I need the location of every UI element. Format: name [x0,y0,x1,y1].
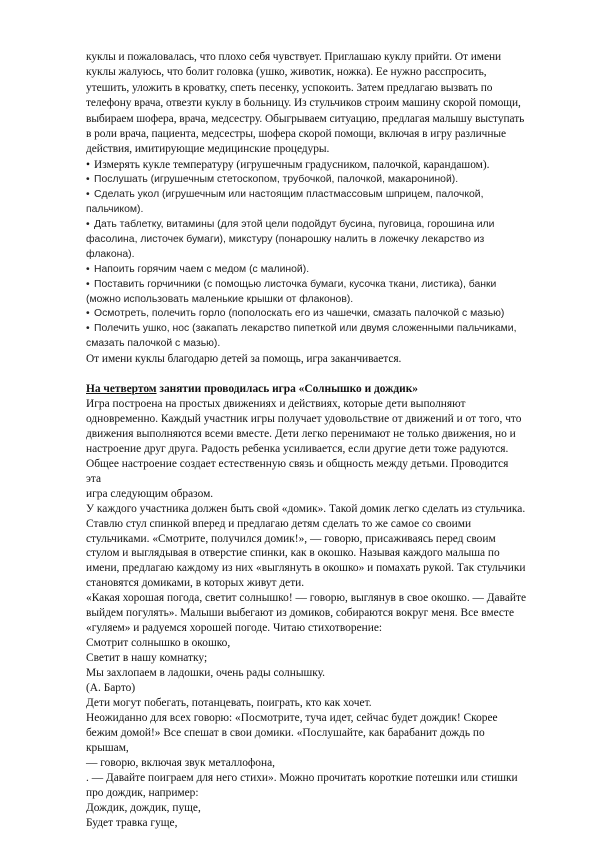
text-line: У каждого участника должен быть свой «домик». Такой домик легко сделать из стульчика. [86,502,526,515]
poem-line: Мы захлопаем в ладошки, очень рады солнышку. [86,667,326,680]
list-item [86,278,526,308]
bullet-marker: • [86,323,90,335]
text-line: про дождик, например: [86,786,199,799]
bullet-marker: • [86,174,90,186]
section-heading-lead: На четвертом [86,382,157,395]
text-line: Неожиданно для всех говорю: «Посмотрите, туча идет, сейчас будет дождик! Скорее [86,711,498,724]
poem-author: (А. Барто) [86,682,136,695]
list-item-text: Измерять кукле температуру (игрушечным градусником, палочкой, карандашом). [94,158,490,171]
text-line: «гуляем» и радуемся хорошей погоде. Читаю стихотворение: [86,622,383,635]
list-item-text: Поставить горчичники (с помощью листочка бумаги, кусочка ткани, листика), банки (можно использовать маленькие крышки от флаконов). [86,278,497,305]
intro-paragraph: куклы и пожаловалась, что плохо себя чувствует. Приглашаю куклу прийти. От имени куклы жалуюсь, что болит головка (ушко, животик, ножка). Ее нужно расспросить, утешить, уложить в кроватку, спеть песенку, успокоить. Затем предлагаю вызвать по телефону врача, отвезти куклу в больницу. Из стульчиков строим машину скорой помощи, выбираем шофера, врача, медсестру. Обыгрываем ситуацию, предлагая малышу выступать в роли врача, пациента, медсестры, шофера скорой помощи, включая в игру различные действия, имитирующие медицинские процедуры. [86,51,525,156]
section-heading [86,382,526,397]
list-item-text: Напоить горячим чаем с медом (с малиной). [94,263,310,275]
text-line: Ставлю стул спинкой вперед и предлагаю детям сделать то же самое со своими [86,517,472,530]
list-item [86,307,526,322]
bullet-marker: • [86,263,90,275]
text-line: стулом и выглядывая в отверстие спинки, как в окошко. Называя каждого малыша по [86,547,500,560]
list-item-text: Осмотреть, полечить горло (пополоскать его из чашечки, смазать палочкой с мазью) [94,308,505,320]
procedure-list [86,158,526,352]
section-spacer [86,368,526,382]
bullet-marker: • [86,218,90,230]
list-item-text: Послушать (игрушечным стетоскопом, трубочкой, палочкой, макарониной). [94,174,459,186]
bullet-marker: • [86,308,90,320]
text-line: игра следующим образом. [86,487,214,500]
text-line: стульчиками. «Смотрите, получился домик!», — говорю, присаживаясь перед своим [86,532,496,545]
closing-paragraph: От имени куклы благодарю детей за помощь, игра заканчивается. [86,353,402,366]
list-item [86,322,526,352]
text-line: имени, предлагаю каждому из них «выглянуть в окошко» и помахать рукой. Так стульчики [86,562,526,575]
text-line: . — Давайте поиграем для него стихи». Можно прочитать короткие потешки или стишки [86,771,518,784]
list-item-text: Дать таблетку, витамины (для этой цели подойдут бусина, пуговица, горошина или фасолина, листочек бумаги), микстуру (понарошку налить в ложечку лекарство из флакона). [86,218,495,260]
text-line: Общее настроение создает естественную связь и общность между детьми. Проводится эта [86,457,509,485]
text-line: одновременно. Каждый участник игры получает удовольствие от движений и от того, что [86,412,522,425]
list-item-text: Сделать укол (игрушечным или настоящим пластмассовым шприцем, палочкой, пальчиком). [86,189,484,216]
bullet-marker: • [86,158,90,171]
poem-line: Дождик, дождик, пуще, [86,801,201,814]
text-line: движения выполняются всеми вместе. Дети легко перенимают не только движения, но и [86,427,516,440]
text-line: Дети могут побегать, потанцевать, поиграть, кто как хочет. [86,697,372,709]
section-heading-rest: занятии проводилась игра «Солнышко и дождик» [156,382,418,395]
poem-line: Будет травка гуще, [86,816,178,829]
list-item [86,158,526,173]
list-item [86,173,526,188]
text-line: «Какая хорошая погода, светит солнышко! — говорю, выглянув в свое окошко. — Давайте [86,592,527,605]
list-item [86,263,526,278]
text-line: бежим домой!» Все спешат в свои домики. «Послушайте, как барабанит дождь по крышам, [86,726,485,754]
list-item [86,218,526,263]
text-line: выйдем погулять». Малыши выбегают из домиков, собираются вокруг меня. Все вместе [86,607,515,620]
poem-line: Смотрит солнышко в окошко, [86,637,231,650]
list-item-text: Полечить ушко, нос (закапать лекарство пипеткой или двумя сложенными пальчиками, смазать палочкой с мазью). [86,323,517,350]
document-page [86,50,526,831]
poem-line: Светит в нашу комнатку; [86,652,208,665]
bullet-marker: • [86,278,90,290]
text-line: Игра построена на простых движениях и действиях, которые дети выполняют [86,397,466,410]
section-body [86,397,526,831]
text-line: становятся домиками, в которых живут дети. [86,577,305,590]
list-item [86,188,526,218]
text-line: — говорю, включая звук металлофона, [86,756,276,769]
bullet-marker: • [86,189,90,201]
text-line: настроение друг друга. Радость ребенка усиливается, если другие дети тоже радуются. [86,442,509,455]
